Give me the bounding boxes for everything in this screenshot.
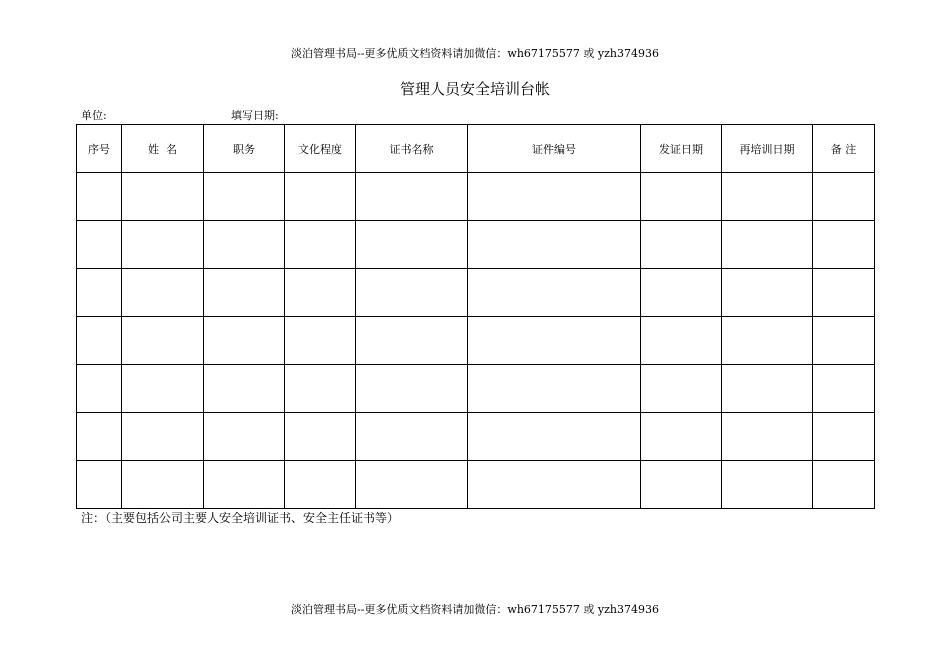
table-cell[interactable]: [722, 317, 813, 365]
table-cell[interactable]: [204, 413, 285, 461]
table-cell[interactable]: [204, 317, 285, 365]
table-cell[interactable]: [641, 461, 722, 509]
table-cell[interactable]: [77, 461, 122, 509]
table-row: [77, 221, 875, 269]
table-cell[interactable]: [122, 461, 204, 509]
table-cell[interactable]: [122, 221, 204, 269]
table-cell[interactable]: [204, 173, 285, 221]
header-watermark-note: 淡泊管理书局--更多优质文档资料请加微信：wh67175577 或 yzh374936: [291, 47, 659, 60]
table-cell[interactable]: [204, 269, 285, 317]
table-cell[interactable]: [285, 221, 356, 269]
table-cell[interactable]: [77, 269, 122, 317]
table-cell[interactable]: [468, 221, 641, 269]
table-cell[interactable]: [468, 269, 641, 317]
table-row: [77, 461, 875, 509]
table-cell[interactable]: [285, 365, 356, 413]
table-cell[interactable]: [468, 413, 641, 461]
table-cell[interactable]: [641, 221, 722, 269]
table-cell[interactable]: [641, 413, 722, 461]
table-row: [77, 413, 875, 461]
table-header-row: [77, 125, 875, 173]
table-cell[interactable]: [813, 365, 875, 413]
table-cell[interactable]: [285, 461, 356, 509]
table-cell[interactable]: [813, 173, 875, 221]
table-row: [77, 365, 875, 413]
table-cell[interactable]: [722, 365, 813, 413]
table-row: [77, 317, 875, 365]
training-ledger-table: [76, 124, 875, 509]
table-cell[interactable]: [204, 221, 285, 269]
table-cell[interactable]: [722, 269, 813, 317]
table-cell[interactable]: [122, 269, 204, 317]
table-cell[interactable]: [356, 221, 468, 269]
table-cell[interactable]: [285, 413, 356, 461]
table-cell[interactable]: [722, 413, 813, 461]
column-header-position: 职务: [204, 125, 285, 173]
table-cell[interactable]: [813, 461, 875, 509]
table-cell[interactable]: [122, 365, 204, 413]
remark-note: 注：（主要包括公司主要人安全培训证书、安全主任证书等）: [81, 511, 400, 525]
document-title: 管理人员安全培训台帐: [399, 80, 550, 98]
table-cell[interactable]: [813, 221, 875, 269]
column-header-certificate-number: 证件编号: [468, 125, 641, 173]
footer-watermark-note: 淡泊管理书局--更多优质文档资料请加微信：wh67175577 或 yzh374936: [291, 603, 659, 616]
table-cell[interactable]: [641, 365, 722, 413]
column-header-issue-date: 发证日期: [641, 125, 722, 173]
table-cell[interactable]: [356, 365, 468, 413]
table-cell[interactable]: [468, 317, 641, 365]
table-cell[interactable]: [813, 269, 875, 317]
column-header-serial: 序号: [77, 125, 122, 173]
table-cell[interactable]: [722, 461, 813, 509]
table-cell[interactable]: [468, 365, 641, 413]
column-header-remarks: 备 注: [813, 125, 875, 173]
table-cell[interactable]: [122, 317, 204, 365]
unit-label: 单位:: [81, 109, 107, 122]
table-cell[interactable]: [122, 173, 204, 221]
table-cell[interactable]: [77, 173, 122, 221]
table-row: [77, 173, 875, 221]
table-cell[interactable]: [722, 221, 813, 269]
table-row: [77, 269, 875, 317]
table-cell[interactable]: [722, 173, 813, 221]
column-header-certificate-name: 证书名称: [356, 125, 468, 173]
table-cell[interactable]: [356, 269, 468, 317]
table-cell[interactable]: [356, 413, 468, 461]
table-cell[interactable]: [468, 461, 641, 509]
table-cell[interactable]: [285, 269, 356, 317]
table-cell[interactable]: [813, 317, 875, 365]
table-cell[interactable]: [77, 221, 122, 269]
table-cell[interactable]: [204, 461, 285, 509]
meta-row: [81, 108, 871, 124]
fill-date-label: 填写日期:: [231, 109, 279, 122]
table-cell[interactable]: [77, 317, 122, 365]
column-header-name: 姓 名: [122, 125, 204, 173]
table-cell[interactable]: [356, 317, 468, 365]
table-cell[interactable]: [356, 173, 468, 221]
table-cell[interactable]: [641, 317, 722, 365]
table-cell[interactable]: [122, 413, 204, 461]
table-cell[interactable]: [641, 173, 722, 221]
table-cell[interactable]: [468, 173, 641, 221]
table-cell[interactable]: [204, 365, 285, 413]
table-cell[interactable]: [813, 413, 875, 461]
table-cell[interactable]: [641, 269, 722, 317]
table-cell[interactable]: [285, 317, 356, 365]
table-cell[interactable]: [356, 461, 468, 509]
table-cell[interactable]: [77, 413, 122, 461]
table-cell[interactable]: [77, 365, 122, 413]
column-header-education: 文化程度: [285, 125, 356, 173]
column-header-retraining-date: 再培训日期: [722, 125, 813, 173]
table-cell[interactable]: [285, 173, 356, 221]
